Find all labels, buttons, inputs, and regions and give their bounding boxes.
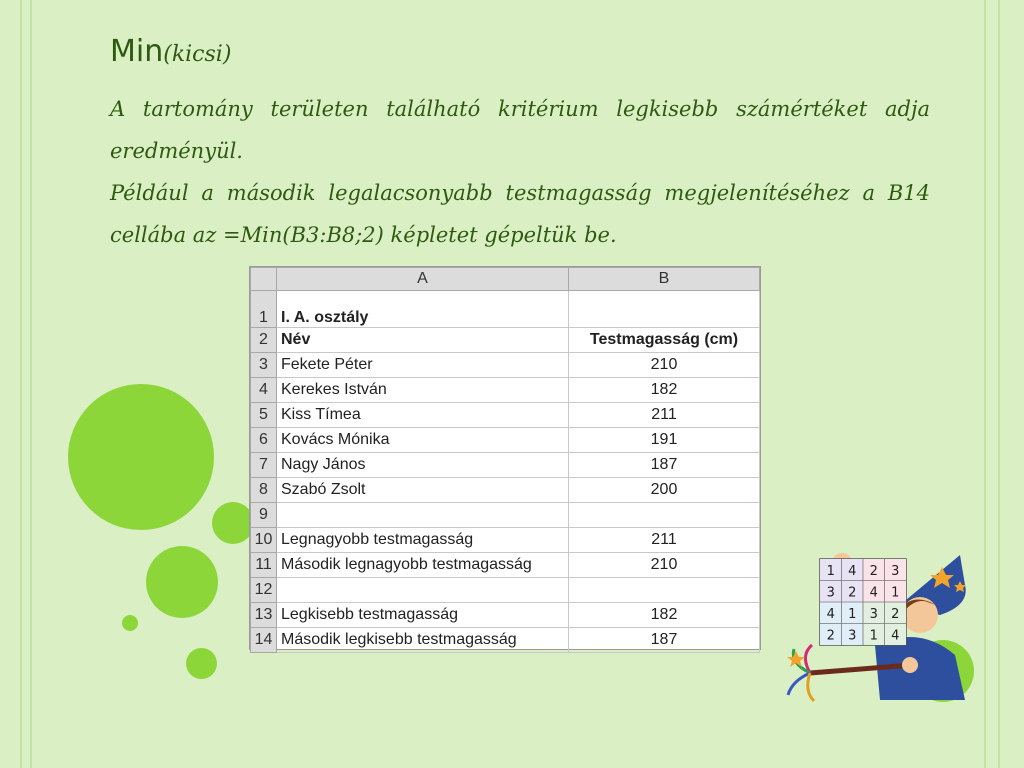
cell-a: Fekete Péter xyxy=(277,353,569,378)
row-number: 12 xyxy=(251,578,277,603)
spreadsheet-table xyxy=(250,267,760,653)
svg-text:4: 4 xyxy=(826,607,835,622)
table-row xyxy=(251,328,760,353)
paragraph-description: A tartomány területen található kritérium legkisebb számértéket adja eredményül. xyxy=(110,97,930,163)
table-row xyxy=(251,553,760,578)
svg-text:2: 2 xyxy=(848,585,857,601)
slide-body xyxy=(110,88,930,256)
cell-b xyxy=(569,503,760,528)
row-number: 11 xyxy=(251,553,277,578)
cell-b xyxy=(569,578,760,603)
svg-text:4: 4 xyxy=(869,585,878,601)
svg-text:2: 2 xyxy=(891,607,900,622)
cell-a: Második legnagyobb testmagasság xyxy=(277,553,569,578)
svg-text:2: 2 xyxy=(869,564,878,579)
cell-b: 191 xyxy=(569,428,760,453)
cell-b: 182 xyxy=(569,603,760,628)
cell-b xyxy=(569,291,760,328)
svg-text:3: 3 xyxy=(826,585,835,601)
table-row xyxy=(251,578,760,603)
cell-b: 211 xyxy=(569,528,760,553)
row-number: 13 xyxy=(251,603,277,628)
cell-b: 200 xyxy=(569,478,760,503)
decor-circle-tiny xyxy=(122,615,138,631)
svg-text:1: 1 xyxy=(826,564,835,579)
table-row xyxy=(251,353,760,378)
cell-a: Kerekes István xyxy=(277,378,569,403)
cell-a: Legkisebb testmagasság xyxy=(277,603,569,628)
wizard-illustration xyxy=(780,545,980,705)
svg-text:3: 3 xyxy=(891,564,900,579)
row-number: 14 xyxy=(251,628,277,653)
decor-line xyxy=(30,0,32,768)
svg-text:1: 1 xyxy=(891,585,900,601)
cell-a: Kovács Mónika xyxy=(277,428,569,453)
cell-a: Második legkisebb testmagasság xyxy=(277,628,569,653)
row-number: 3 xyxy=(251,353,277,378)
table-row xyxy=(251,428,760,453)
title-sub: (kicsi) xyxy=(163,42,232,67)
row-number: 4 xyxy=(251,378,277,403)
decor-circle-small xyxy=(212,502,254,544)
row-number: 10 xyxy=(251,528,277,553)
decor-circle-small xyxy=(186,648,217,679)
table-row xyxy=(251,453,760,478)
svg-text:3: 3 xyxy=(848,628,857,644)
sparkle-ribbon xyxy=(808,673,814,701)
cell-b: Testmagasság (cm) xyxy=(569,328,760,353)
svg-text:4: 4 xyxy=(891,628,900,644)
cell-a xyxy=(277,578,569,603)
svg-text:2: 2 xyxy=(826,628,835,644)
row-number: 8 xyxy=(251,478,277,503)
cell-a xyxy=(277,503,569,528)
column-header-a: A xyxy=(277,268,569,291)
cell-a: Név xyxy=(277,328,569,353)
column-header-row xyxy=(251,268,760,291)
row-number: 1 xyxy=(251,291,277,328)
cell-b: 211 xyxy=(569,403,760,428)
cell-b: 210 xyxy=(569,553,760,578)
cell-b: 182 xyxy=(569,378,760,403)
table-row xyxy=(251,378,760,403)
cell-a: Nagy János xyxy=(277,453,569,478)
table-row xyxy=(251,403,760,428)
paragraph-example: Például a második legalacsonyabb testmagasság megjelenítéséhez a B14 cellába az =Min(B3:B8;2) képletet gépeltük be. xyxy=(110,181,930,247)
row-number: 5 xyxy=(251,403,277,428)
table-row xyxy=(251,291,760,328)
star-icon xyxy=(787,651,805,667)
svg-text:4: 4 xyxy=(848,564,857,579)
corner-cell xyxy=(251,268,277,291)
svg-text:1: 1 xyxy=(869,628,878,644)
column-header-b: B xyxy=(569,268,760,291)
cell-a: Kiss Tímea xyxy=(277,403,569,428)
cell-a: Legnagyobb testmagasság xyxy=(277,528,569,553)
spreadsheet-image xyxy=(249,266,761,650)
decor-circle-large xyxy=(68,384,214,530)
face-shape xyxy=(902,597,938,633)
table-row xyxy=(251,478,760,503)
wizard-clipart-icon xyxy=(780,545,980,705)
svg-text:3: 3 xyxy=(869,607,878,622)
sparkle-ribbon xyxy=(805,645,812,673)
cell-a: Szabó Zsolt xyxy=(277,478,569,503)
row-number: 2 xyxy=(251,328,277,353)
table-row xyxy=(251,628,760,653)
hand-shape xyxy=(902,657,918,673)
decor-circle-medium xyxy=(146,546,218,618)
row-number: 7 xyxy=(251,453,277,478)
table-row xyxy=(251,503,760,528)
row-number: 6 xyxy=(251,428,277,453)
decor-line xyxy=(20,0,22,768)
sudoku-grid-icon xyxy=(820,559,906,645)
cell-b: 187 xyxy=(569,453,760,478)
decor-line xyxy=(984,0,986,768)
cell-b: 210 xyxy=(569,353,760,378)
slide-title xyxy=(110,34,231,69)
cell-b: 187 xyxy=(569,628,760,653)
decor-line xyxy=(998,0,1000,768)
row-number: 9 xyxy=(251,503,277,528)
table-row xyxy=(251,603,760,628)
cell-a: I. A. osztály xyxy=(277,291,569,328)
title-main: Min xyxy=(110,34,164,69)
table-row xyxy=(251,528,760,553)
svg-text:1: 1 xyxy=(848,607,857,622)
